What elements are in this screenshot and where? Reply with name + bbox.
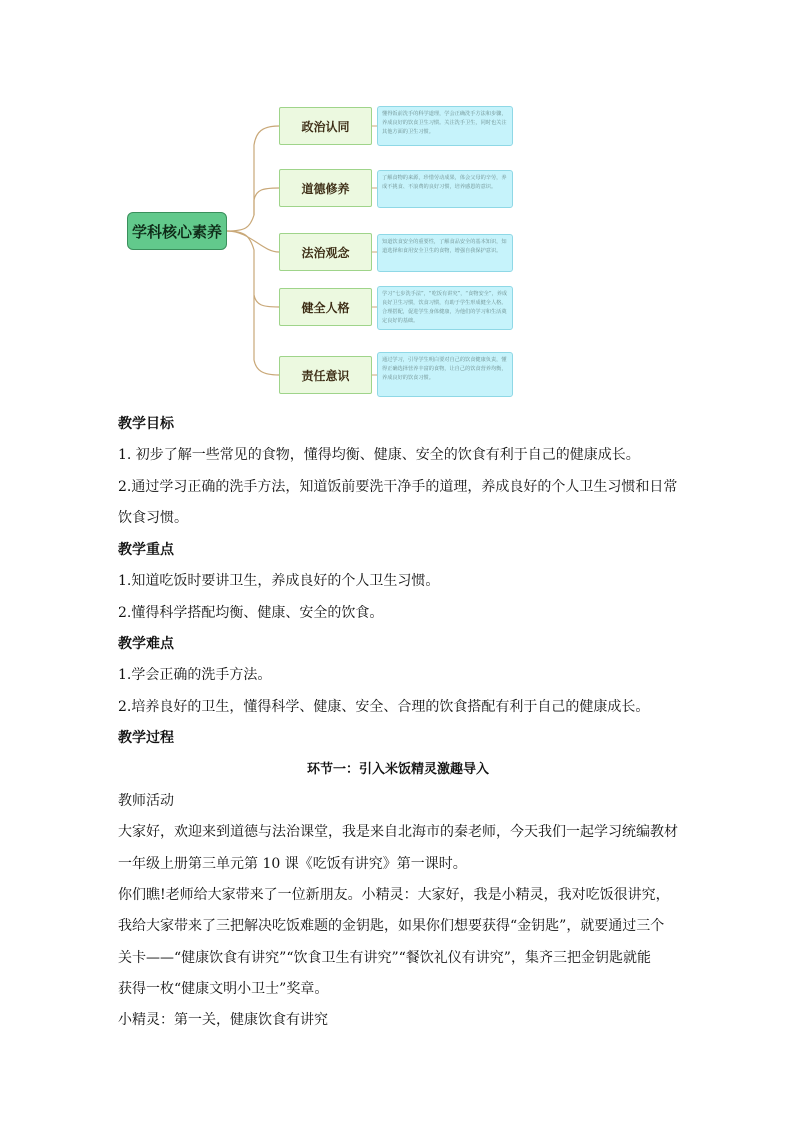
paragraph-1-line-2: 一年级上册第三单元第 10 课《吃饭有讲究》第一课时。 bbox=[118, 856, 467, 872]
mindmap-root: 学科核心素养 bbox=[127, 212, 227, 250]
key-points-heading: 教学重点 bbox=[118, 542, 174, 558]
branch-rule-of-law: 法治观念 bbox=[279, 233, 372, 271]
key-point-2: 2.懂得科学搭配均衡、健康、安全的饮食。 bbox=[118, 605, 384, 621]
paragraph-1-line-1: 大家好，欢迎来到道德与法治课堂，我是来自北海市的秦老师，今天我们一起学习统编教材 bbox=[118, 824, 678, 840]
difficulties-heading: 教学难点 bbox=[118, 636, 174, 652]
branch-desc-sound-personality: 学习“七步洗手法”，“吃饭有讲究”，“食物安全”，养成良好卫生习惯，饮食习惯，有助于学生形成健全人格。合理搭配，促进学生身体健康，为他们的学习和生活奠定良好的基础。 bbox=[377, 286, 513, 330]
paragraph-2-line-2: 我给大家带来了三把解决吃饭难题的金钥匙，如果你们想要获得“金钥匙”，就要通过三个 bbox=[118, 918, 665, 934]
branch-responsibility: 责任意识 bbox=[279, 356, 372, 394]
teacher-activity-label: 教师活动 bbox=[118, 793, 174, 809]
branch-political-identity: 政治认同 bbox=[279, 107, 372, 145]
goals-heading: 教学目标 bbox=[118, 416, 174, 432]
paragraph-3: 小精灵：第一关，健康饮食有讲究 bbox=[118, 1012, 328, 1028]
branch-desc-rule-of-law: 知道饮食安全的重要性，了解食品安全的基本知识，知道选择和食用安全卫生的食物，增强自我保护意识。 bbox=[377, 234, 513, 272]
branch-desc-responsibility: 通过学习，引导学生明白要对自己的饮食健康负责，懂得正确选择营养丰富的食物，让自己的饮食营养均衡，养成良好的饮食习惯。 bbox=[377, 352, 513, 397]
process-heading: 教学过程 bbox=[118, 730, 174, 746]
branch-moral-cultivation: 道德修养 bbox=[279, 169, 372, 207]
core-literacy-mindmap bbox=[0, 0, 794, 410]
difficulty-1: 1.学会正确的洗手方法。 bbox=[118, 667, 272, 683]
branch-sound-personality: 健全人格 bbox=[279, 288, 372, 326]
goal-item-2-line-1: 2.通过学习正确的洗手方法，知道饭前要洗干净手的道理，养成良好的个人卫生习惯和日常 bbox=[118, 479, 678, 495]
section-title: 环节一：引入米饭精灵激趣导入 bbox=[306, 762, 489, 777]
goal-item-2-line-2: 饮食习惯。 bbox=[118, 510, 188, 526]
paragraph-2-line-1: 你们瞧!老师给大家带来了一位新朋友。小精灵：大家好，我是小精灵，我对吃饭很讲究， bbox=[118, 887, 670, 903]
goal-item-1: 1. 初步了解一些常见的食物，懂得均衡、健康、安全的饮食有利于自己的健康成长。 bbox=[118, 447, 640, 463]
difficulty-2: 2.培养良好的卫生，懂得科学、健康、安全、合理的饮食搭配有利于自己的健康成长。 bbox=[118, 699, 650, 715]
branch-desc-moral-cultivation: 了解食物的来源，珍惜劳动成果，体会父母的辛劳，养成不挑食、不浪费的良好习惯，培养感恩的意识。 bbox=[377, 170, 513, 208]
branch-desc-political-identity: 懂得饭前洗手的科学道理，学会正确洗手方法和步骤，养成良好的饮食卫生习惯。关注洗手卫生，同时也关注其他方面的卫生习惯。 bbox=[377, 106, 513, 146]
paragraph-2-line-3: 关卡——“健康饮食有讲究”“饮食卫生有讲究”“餐饮礼仪有讲究”，集齐三把金钥匙就能 bbox=[118, 950, 651, 966]
paragraph-2-line-4: 获得一枚“健康文明小卫士”奖章。 bbox=[118, 981, 329, 997]
key-point-1: 1.知道吃饭时要讲卫生，养成良好的个人卫生习惯。 bbox=[118, 573, 440, 589]
